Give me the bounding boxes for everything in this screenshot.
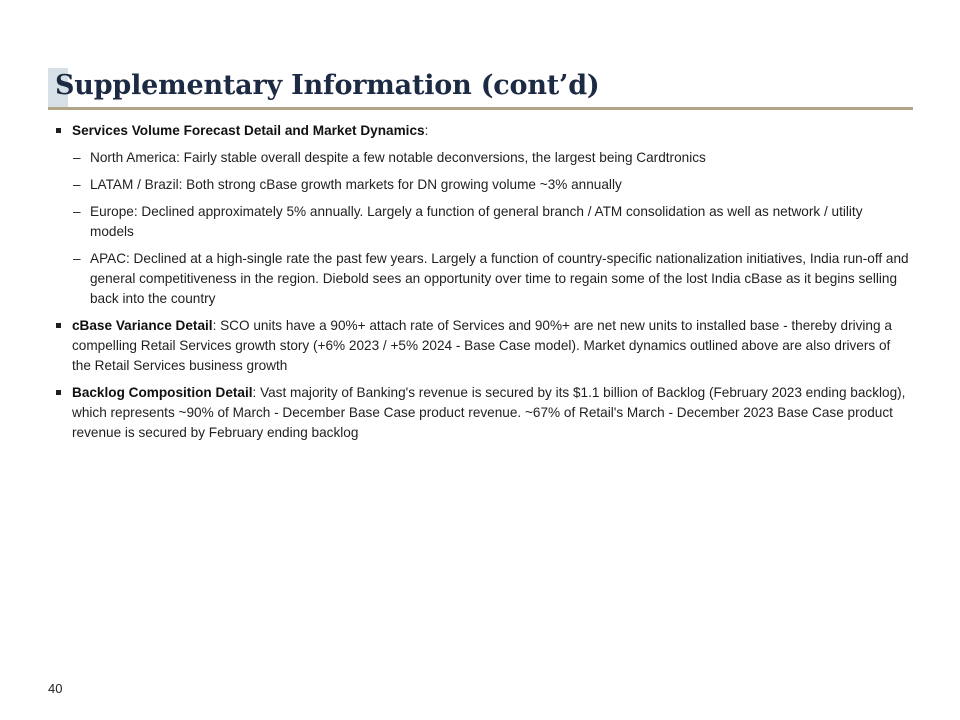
- dash-icon: –: [73, 177, 81, 192]
- bullet-backlog: [54, 383, 910, 443]
- bullet-text: : SCO units have a 90%+ attach rate of Services and 90%+ are net new units to installed base - thereby driving a compelling Retail Services growth story (+6% 2023 / +5% 2024 - Base Case model). Market dynamics outlined above are also drivers of the Retail Services business growth: [72, 318, 892, 373]
- bullet-services: [54, 121, 910, 141]
- sub-item-text: APAC: Declined at a high-single rate the past few years. Largely a function of country-specific nationalization initiatives, India run-off and general competitiveness in the region. Diebold sees an opportunity over time to regain some of the lost India cBase as it begins selling back into the country: [90, 251, 909, 306]
- sub-item-europe: [54, 202, 910, 242]
- bullet-heading: Services Volume Forecast Detail and Market Dynamics: [72, 123, 425, 138]
- sub-item-apac: [54, 249, 910, 309]
- bullet-heading: Backlog Composition Detail: [72, 385, 253, 400]
- sub-item-text: North America: Fairly stable overall despite a few notable deconversions, the largest being Cardtronics: [90, 150, 706, 165]
- sub-item-text: Europe: Declined approximately 5% annually. Largely a function of general branch / ATM consolidation as well as network / utility models: [90, 204, 863, 239]
- page-number: 40: [48, 681, 63, 696]
- bullet-cbase: [54, 316, 910, 376]
- dash-icon: –: [73, 204, 81, 219]
- slide-content: [54, 121, 910, 450]
- dash-icon: –: [73, 150, 81, 165]
- sub-item-north-america: [54, 148, 910, 168]
- square-bullet-icon: [56, 128, 61, 133]
- sub-item-latam: [54, 175, 910, 195]
- bullet-text: :: [424, 123, 429, 138]
- square-bullet-icon: [56, 390, 61, 395]
- bullet-heading: cBase Variance Detail: [72, 318, 213, 333]
- square-bullet-icon: [56, 323, 61, 328]
- title-rule: [48, 107, 913, 110]
- bullet-text: : Vast majority of Banking's revenue is secured by its $1.1 billion of Backlog (February 2023 ending backlog), which represents ~90% of March - December Base Case product revenue. ~67% of Retail's March - December 2023 Base Case product revenue is secured by February ending backlog: [72, 385, 906, 440]
- sub-item-text: LATAM / Brazil: Both strong cBase growth markets for DN growing volume ~3% annually: [90, 177, 622, 192]
- slide-title: Supplementary Information (cont’d): [55, 70, 600, 101]
- dash-icon: –: [73, 251, 81, 266]
